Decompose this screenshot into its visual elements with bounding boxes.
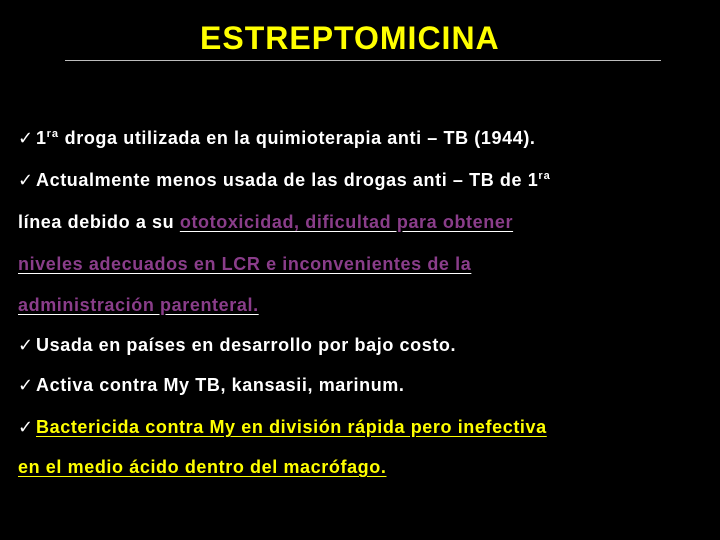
bullet-4-text: Activa contra My TB, kansasii, marinum. — [36, 375, 405, 395]
bullet-1-superscript: ra — [46, 128, 60, 140]
bullet-5-continuation — [18, 457, 386, 478]
bullet-2-superscript: ra — [538, 170, 551, 182]
check-icon: ✓ — [18, 128, 34, 148]
bullet-2-highlight-3: niveles adecuados en LCR e inconvenientes de la — [18, 254, 472, 274]
bullet-2-line-4 — [18, 295, 259, 316]
bullet-2 — [18, 170, 551, 191]
bullet-2-cont-text: línea debido a su — [18, 212, 180, 232]
check-icon: ✓ — [18, 335, 34, 355]
bullet-1-text: droga utilizada en la quimioterapia anti – TB (1944). — [59, 128, 536, 148]
bullet-5-cont-text: en el medio ácido dentro del macrófago. — [18, 457, 387, 477]
bullet-3-text: Usada en países en desarrollo por bajo costo. — [36, 335, 457, 355]
bullet-2-text: Actualmente menos usada de las drogas anti – TB de 1 — [36, 170, 539, 190]
check-icon: ✓ — [18, 170, 34, 190]
bullet-1-number: 1 — [36, 128, 47, 148]
check-icon: ✓ — [18, 375, 34, 395]
bullet-5-text: Bactericida contra My en división rápida pero inefectiva — [36, 417, 547, 437]
bullet-3 — [18, 335, 456, 356]
bullet-2-line-3 — [18, 254, 471, 275]
bullet-2-highlight-4: administración parenteral. — [18, 295, 259, 315]
bullet-2-continuation — [18, 212, 513, 233]
title-divider — [65, 60, 661, 61]
bullet-5 — [18, 417, 547, 438]
check-icon: ✓ — [18, 417, 34, 437]
bullet-2-highlight: ototoxicidad, dificultad para obtener — [179, 212, 514, 232]
slide-title: ESTREPTOMICINA — [200, 20, 500, 56]
bullet-4 — [18, 375, 405, 396]
bullet-1 — [18, 128, 536, 149]
